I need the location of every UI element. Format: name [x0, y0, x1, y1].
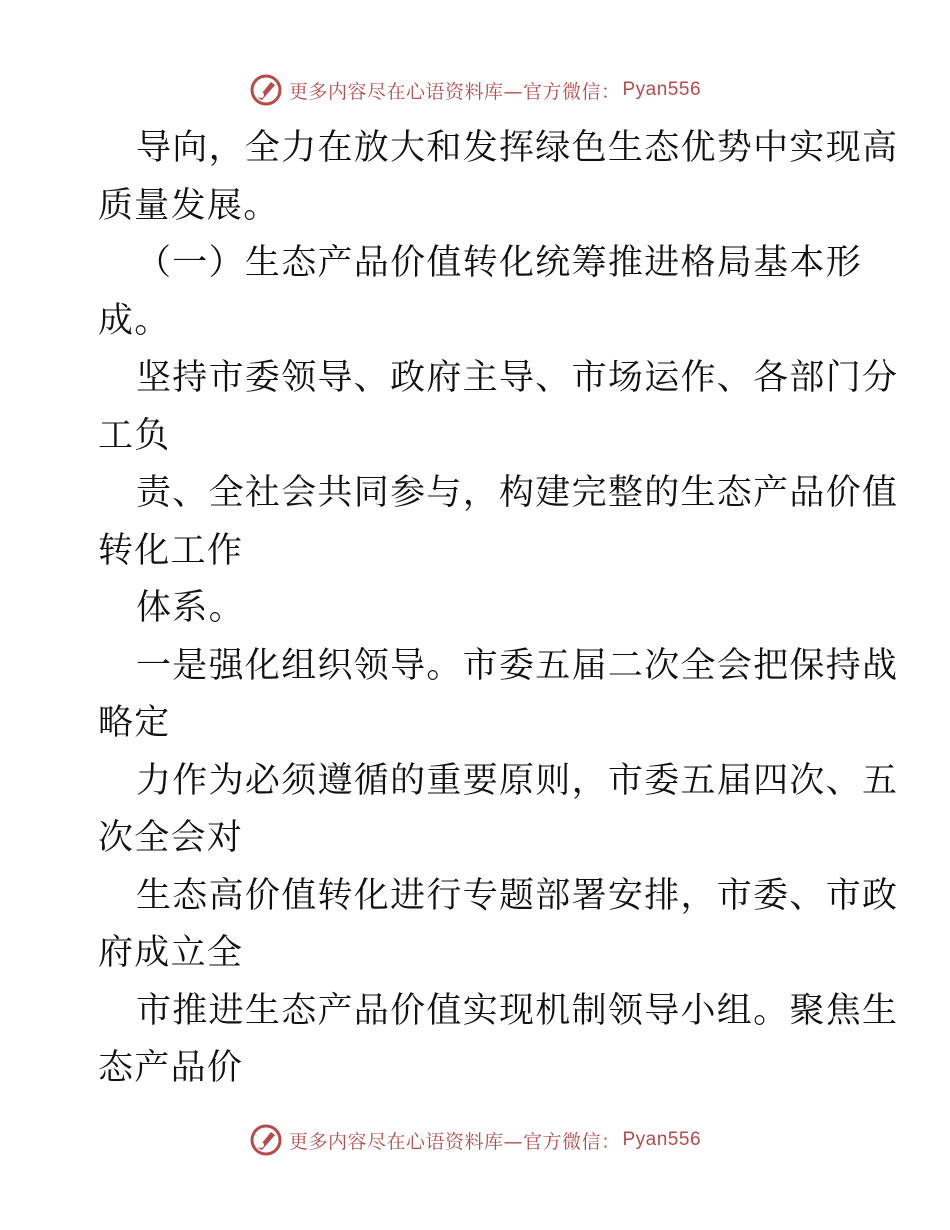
text-line: 市推进生态产品价值实现机制领导小组。聚焦生 [136, 990, 899, 1031]
watermark-text: 更多内容尽在心语资料库—官方微信： [288, 80, 621, 103]
text-line: 力作为必须遵循的重要原则，市委五届四次、五 [136, 760, 899, 801]
text-line: 责、全社会共同参与，构建完整的生态产品价值 [136, 473, 899, 513]
text-line: 成。 [98, 300, 171, 341]
text-line: 坚持市委领导、政府主导、市场运作、各部门分 [136, 358, 899, 398]
text-line: 一是强化组织领导。市委五届二次全会把保持战 [136, 645, 899, 686]
document-body [98, 120, 899, 1098]
pen-circle-icon [249, 1123, 283, 1157]
text-line: 体系。 [136, 588, 245, 628]
text-line: 生态高价值转化进行专题部署安排，市委、市政 [136, 875, 899, 916]
header-watermark [0, 70, 950, 110]
watermark-text: 更多内容尽在心语资料库—官方微信： [288, 1130, 621, 1153]
text-line: 府成立全 [98, 933, 244, 973]
text-line: 略定 [98, 703, 171, 743]
text-line: 质量发展。 [98, 185, 280, 226]
watermark-wechat-id: Pyan556 [622, 79, 702, 100]
text-line: 导向，全力在放大和发挥绿色生态优势中实现高 [136, 128, 899, 168]
watermark-wechat-id: Pyan556 [622, 1129, 702, 1150]
text-line: 转化工作 [98, 530, 244, 571]
text-line: 次全会对 [98, 818, 244, 858]
text-line: 工负 [98, 415, 171, 456]
section-heading: （一）生态产品价值转化统筹推进格局基本形 [136, 243, 863, 283]
footer-watermark [0, 1120, 950, 1160]
text-line: 态产品价 [98, 1048, 244, 1088]
pen-circle-icon [249, 73, 283, 107]
